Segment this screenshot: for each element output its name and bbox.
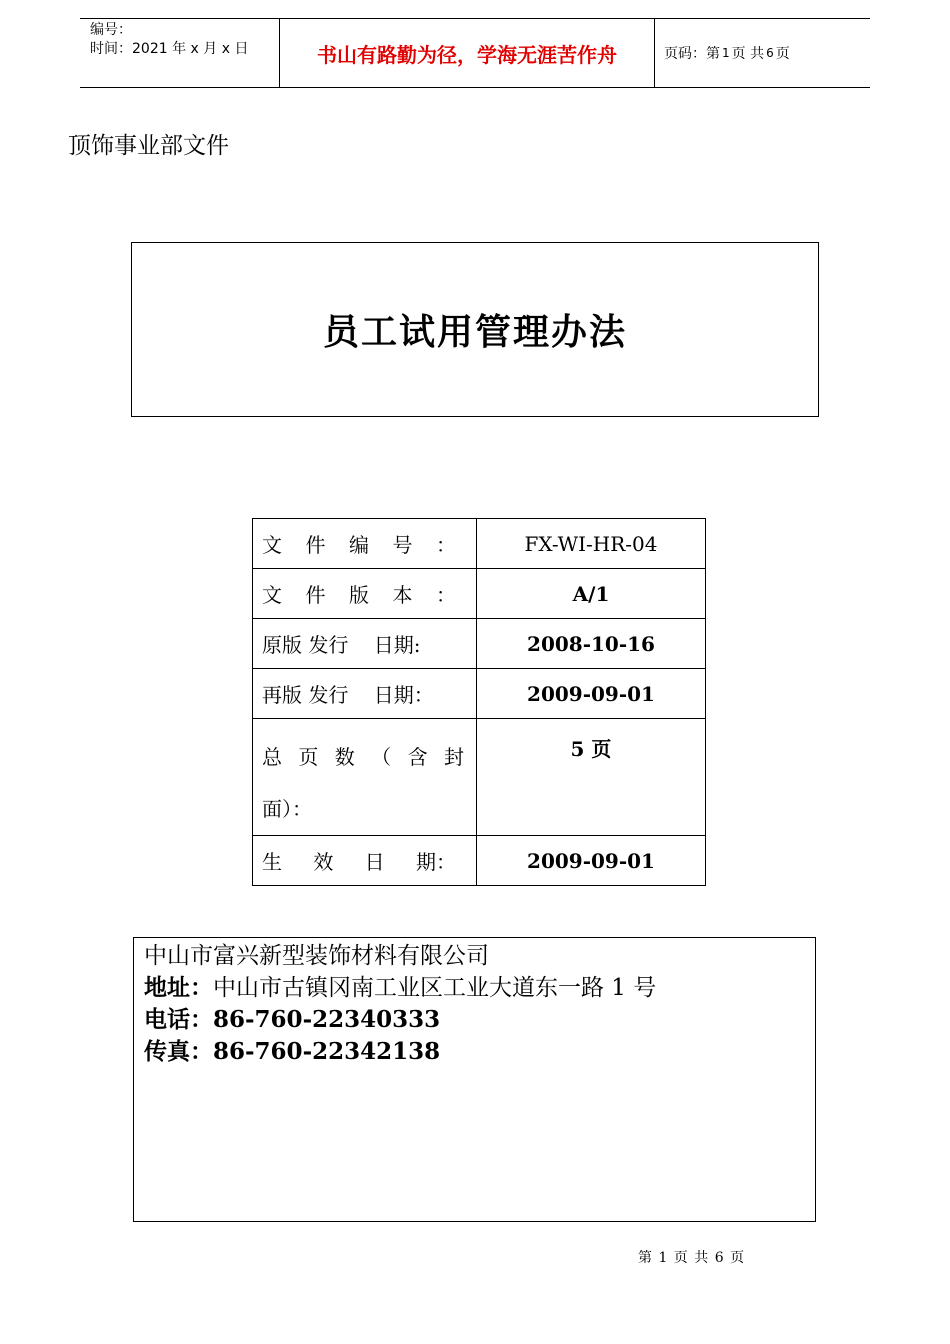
document-title: 员工试用管理办法 [322,311,627,353]
company-phone [144,1004,815,1036]
page-prefix: 页码：第 [664,46,720,62]
doc-number-value: FX-WI-HR-04 [477,519,706,569]
label-char: 页 [298,745,319,769]
original-date-value: 2008-10-16 [477,619,706,669]
phone-label: 电话： [144,1006,213,1033]
row-label: 再版 发行 日期： [253,669,477,719]
label-char: 日 [364,850,385,874]
revision-date-value: 2009-09-01 [477,669,706,719]
label-char: 号 [392,533,413,557]
label-char: 版 [349,583,369,607]
label-char: 编 [349,533,369,557]
label-char: 件 [305,533,326,557]
label-char: 含 [407,745,428,769]
label-char: 生 [262,850,282,874]
version-value: A/1 [477,569,706,619]
page-current: 1 [722,46,730,60]
label-char: 封 [443,745,464,769]
doc-number-label: 编号： [90,22,132,38]
header-meta [80,19,280,87]
document-info-table [252,518,706,886]
doc-time-label: 时间：2021 年 x 月 x 日 [90,41,249,57]
row-label [253,569,477,619]
department-name: 顶饰事业部文件 [68,133,229,159]
label-char: ： [436,583,456,607]
table-row [253,719,706,836]
page-mid: 页 共 [731,46,765,62]
table-row [253,836,706,886]
row-label [253,519,477,569]
label-char: 文 [262,533,282,557]
effective-date-value: 2009-09-01 [477,836,706,886]
phone-value: 86-760-22340333 [213,1006,441,1033]
label-char: 数 [334,745,355,769]
company-fax [144,1036,815,1068]
label-char: 本 [392,583,413,607]
page-total: 6 [766,46,774,60]
label-char: 期： [415,850,456,874]
address-label: 地址： [144,974,213,1001]
total-pages-text: 5 页 [570,737,612,761]
label-char: （ [371,745,392,769]
row-label: 原版 发行 日期: [253,619,477,669]
company-name: 中山市富兴新型装饰材料有限公司 [144,943,489,969]
label-char: 文 [262,583,282,607]
table-row [253,519,706,569]
label-char: ： [436,533,456,557]
total-pages-value [477,719,706,836]
table-row [253,619,706,669]
table-row [253,569,706,619]
row-label [253,836,477,886]
page-header [80,18,870,88]
page-footer: 第 1 页 共 6 页 [638,1250,746,1266]
label-char: 效 [313,850,334,874]
header-page-number [655,19,870,87]
title-box [131,242,819,417]
fax-value: 86-760-22342138 [213,1038,441,1065]
label-char: 总 [262,745,282,769]
address-value: 中山市古镇冈南工业区工业大道东一路 1 号 [213,975,657,1001]
fax-label: 传真： [144,1038,213,1065]
table-row [253,669,706,719]
company-info-box [133,937,816,1222]
label-char: 件 [305,583,326,607]
row-label [253,719,477,836]
page-suffix: 页 [775,46,790,62]
label-line-2: 面）： [262,797,312,821]
header-motto: 书山有路勤为径，学海无涯苦作舟 [280,19,655,87]
company-address [144,972,815,1004]
